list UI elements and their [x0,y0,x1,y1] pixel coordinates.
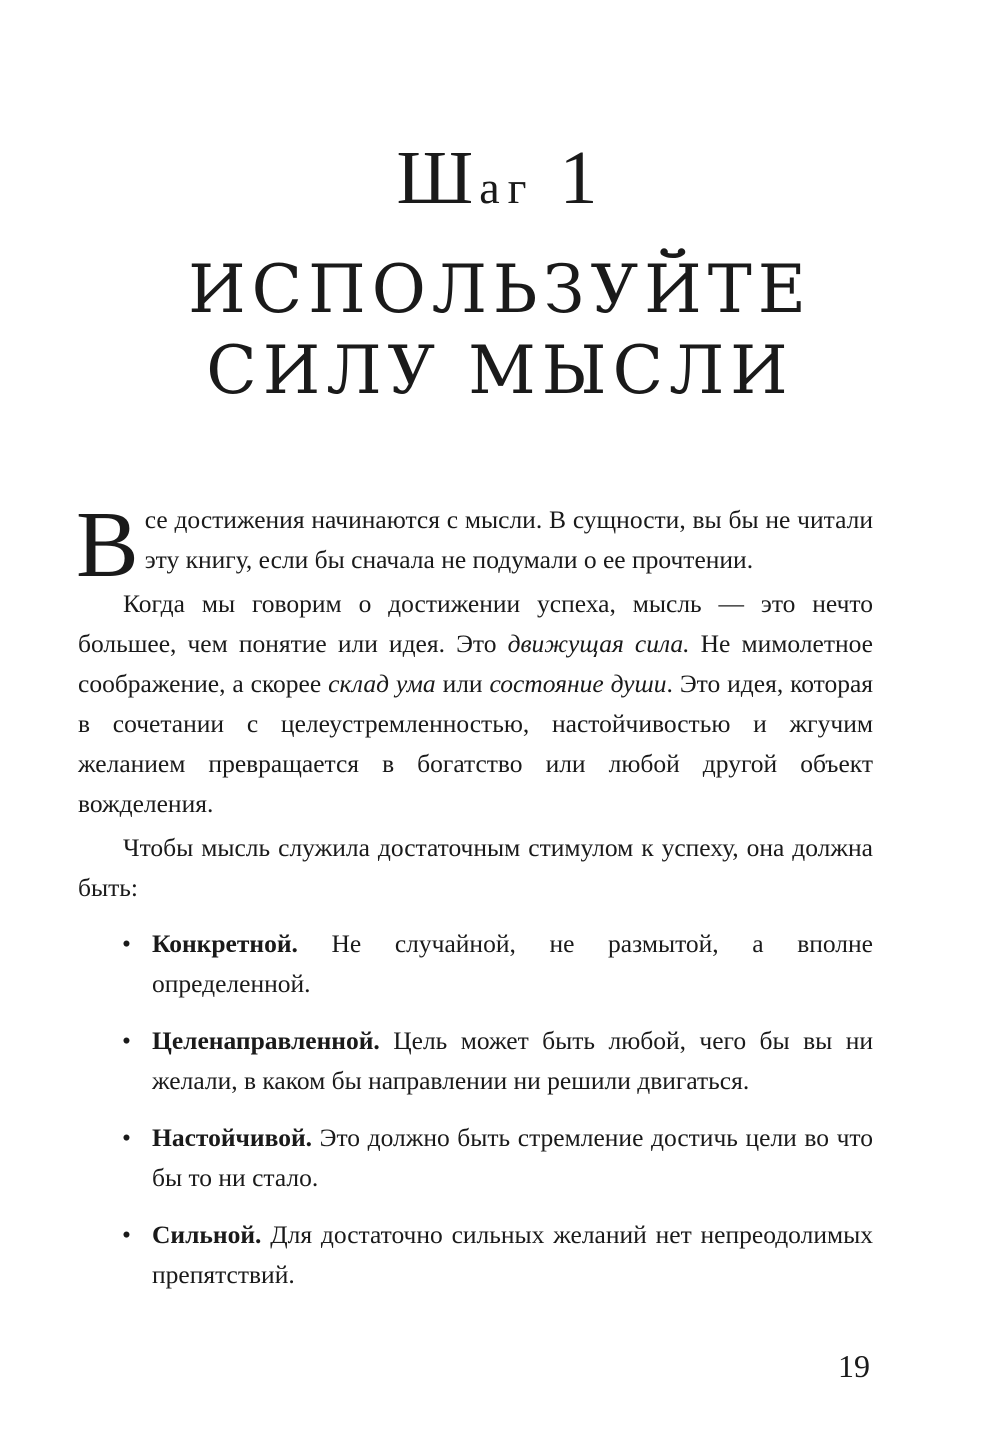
bullet-icon: • [122,1026,131,1055]
step-number: 1 [559,136,604,220]
list-item-term: Конкретной. [152,929,298,958]
chapter-title-line-2: СИЛУ МЫСЛИ [206,331,794,409]
paragraph-1 [76,493,873,597]
bullet-icon: • [122,1220,131,1249]
list-item-term: Целенаправленной. [152,1026,380,1055]
bullet-icon: • [122,929,131,958]
paragraph-1-text: се достижения начинаются с мысли. В сущности, вы бы не читали эту книгу, если бы сначала не подумали о ее прочтении. [144,505,873,574]
bullet-icon: • [122,1123,131,1152]
drop-cap: В [76,493,139,597]
list-item [78,924,873,1004]
list-item-text: Для достаточно сильных желаний нет непреодолимых препятствий. [152,1220,873,1289]
paragraph-3: Чтобы мысль служила достаточным стимулом к успеху, она должна быть: [78,833,873,902]
emphasis-mindset: склад ума [328,669,436,698]
list-item-text: Не случайной, не размытой, а вполне определенной. [152,929,873,998]
chapter-title [0,250,1000,411]
emphasis-state-of-soul: состояние души [489,669,667,698]
paragraph-2-text-a: Когда мы говорим о достижении успеха, мысль — это нечто большее, чем понятие или идея. Это [78,589,873,658]
step-heading [0,136,1000,220]
list-item-text: Это должно быть стремление достичь цели во что бы то ни стало. [152,1123,873,1192]
list-item-term: Сильной. [152,1220,262,1249]
emphasis-driving-force: движущая сила. [507,629,690,658]
list-item [78,1118,873,1198]
step-heading-smallcaps: аг [479,162,535,213]
body-text [76,493,873,1312]
list-item-text: Цель может быть любой, чего бы вы ни желали, в каком бы направлении ни решили двигаться. [152,1026,873,1095]
list-item [78,1215,873,1295]
paragraph-2-text-b: Не мимолетное соображение, а скорее [78,629,873,698]
list-item [78,1021,873,1101]
list-item-term: Настойчивой. [152,1123,313,1152]
step-heading-initial: Ш [396,136,480,220]
bullet-list [78,924,873,1295]
paragraph-2-text-c: или [435,669,490,698]
paragraph-2-text-d: . Это идея, которая в сочетании с целеустремленностью, настойчивостью и жгучим желанием превращается в богатство или любой другой объект вожделения. [78,669,873,818]
paragraph-2 [78,584,873,824]
page-number: 19 [838,1348,870,1384]
chapter-title-line-1: ИСПОЛЬЗУЙТЕ [188,251,812,328]
